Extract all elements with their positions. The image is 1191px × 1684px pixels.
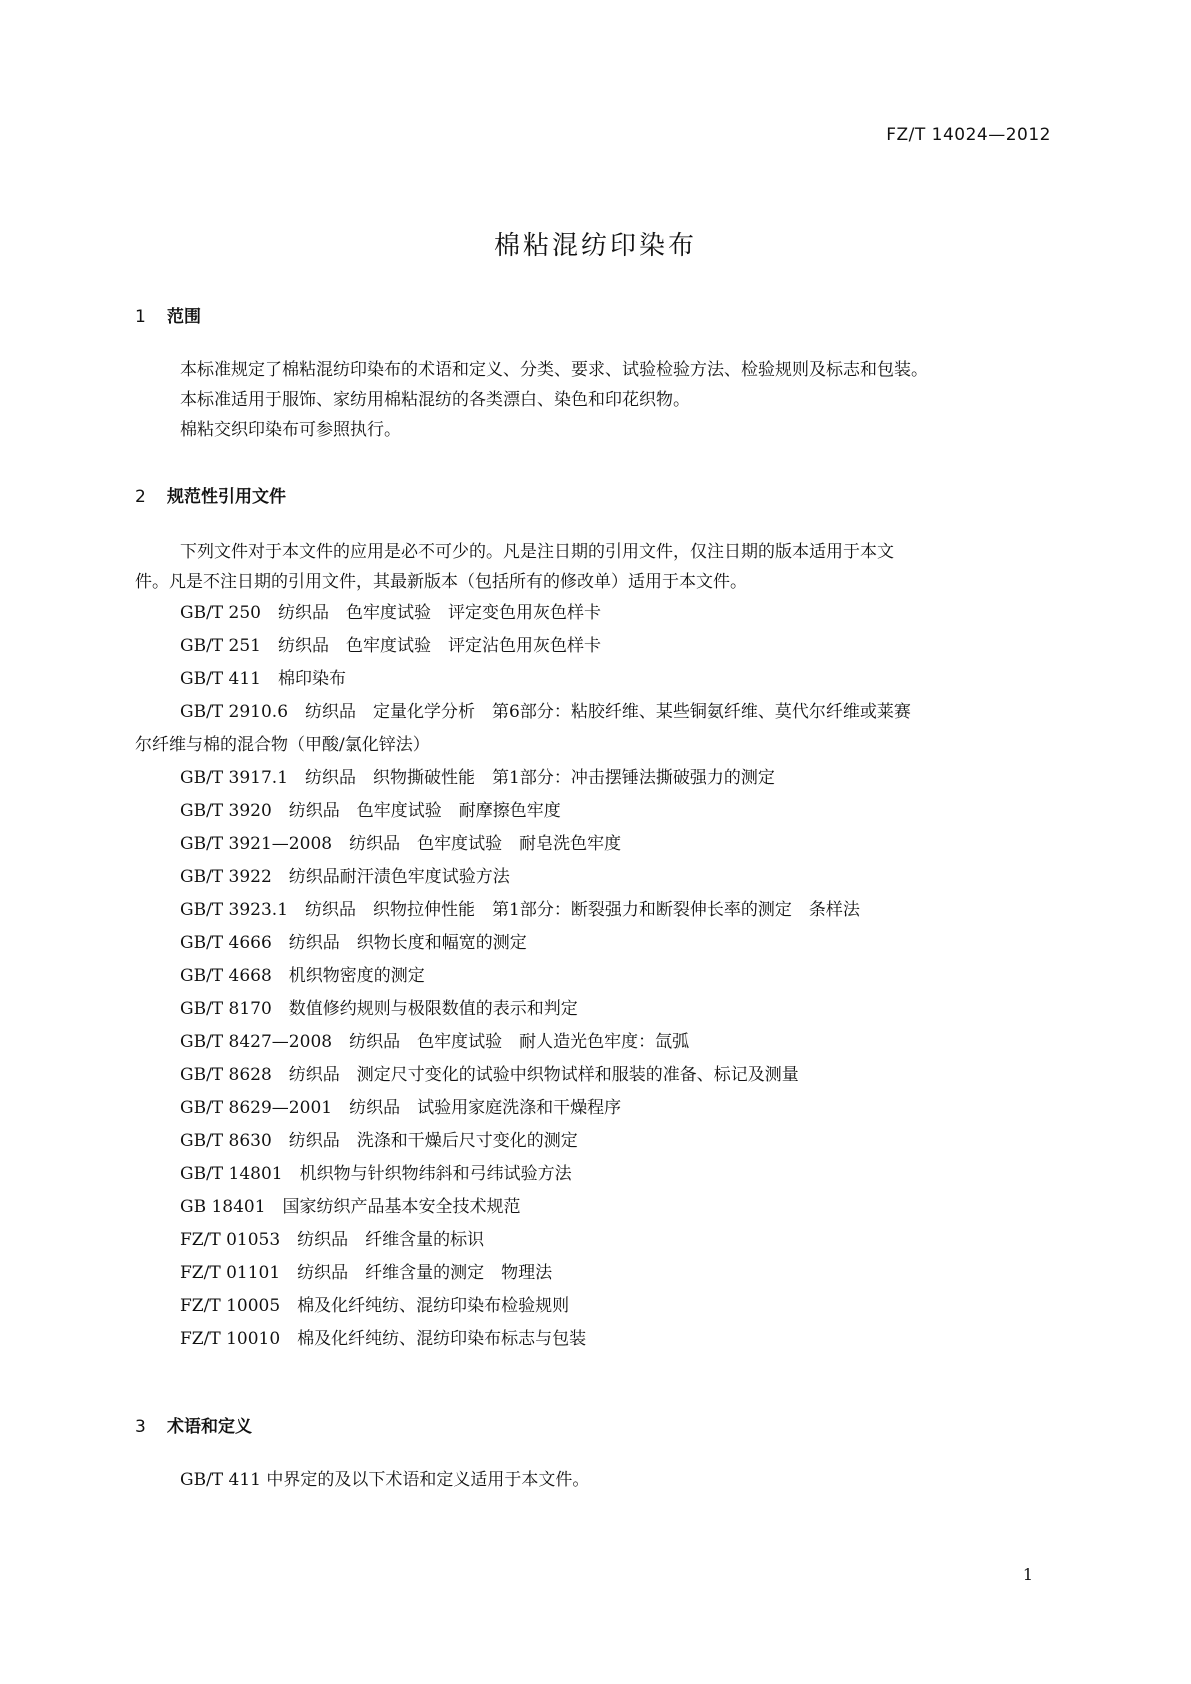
section-title: 规范性引用文件	[167, 487, 286, 507]
section-number: 1	[135, 307, 146, 327]
reference-item: GB/T 3923.1 纺织品 织物拉伸性能 第1部分：断裂强力和断裂伸长率的测定 条样法	[180, 900, 860, 920]
section-title: 范围	[167, 307, 201, 327]
section-2-heading	[135, 482, 286, 507]
reference-item: GB/T 3917.1 纺织品 织物撕破性能 第1部分：冲击摆锤法撕破强力的测定	[180, 768, 775, 788]
paragraph: 本标准适用于服饰、家纺用棉粘混纺的各类漂白、染色和印花织物。	[180, 390, 690, 410]
reference-item: FZ/T 01101 纺织品 纤维含量的测定 物理法	[180, 1263, 553, 1283]
reference-item: GB/T 250 纺织品 色牢度试验 评定变色用灰色样卡	[180, 603, 601, 623]
reference-item: GB/T 251 纺织品 色牢度试验 评定沾色用灰色样卡	[180, 636, 601, 656]
reference-item: GB/T 8630 纺织品 洗涤和干燥后尺寸变化的测定	[180, 1131, 578, 1151]
reference-item: GB/T 3920 纺织品 色牢度试验 耐摩擦色牢度	[180, 801, 561, 821]
reference-item: GB/T 4668 机织物密度的测定	[180, 966, 425, 986]
section-2-intro	[135, 537, 1060, 597]
section-title: 术语和定义	[167, 1417, 252, 1437]
section-number: 3	[135, 1417, 146, 1437]
page-title: 棉粘混纺印染布	[493, 231, 697, 261]
reference-item: GB 18401 国家纺织产品基本安全技术规范	[180, 1197, 521, 1217]
reference-item: GB/T 8170 数值修约规则与极限数值的表示和判定	[180, 999, 578, 1019]
reference-item-continuation: 尔纤维与棉的混合物（甲酸/氯化锌法）	[135, 735, 430, 755]
reference-item: FZ/T 10010 棉及化纤纯纺、混纺印染布标志与包装	[180, 1329, 587, 1349]
section-1-body	[135, 355, 1060, 445]
paragraph-line: 件。凡是不注日期的引用文件，其最新版本（包括所有的修改单）适用于本文件。	[135, 572, 747, 592]
reference-item: FZ/T 01053 纺织品 纤维含量的标识	[180, 1230, 485, 1250]
page-number: 1	[1022, 1565, 1033, 1584]
reference-item: GB/T 8628 纺织品 测定尺寸变化的试验中织物试样和服装的准备、标记及测量	[180, 1065, 799, 1085]
section-number: 2	[135, 487, 146, 507]
reference-item: GB/T 8427—2008 纺织品 色牢度试验 耐人造光色牢度：氙弧	[180, 1032, 690, 1052]
reference-item: GB/T 3921—2008 纺织品 色牢度试验 耐皂洗色牢度	[180, 834, 622, 854]
reference-item: GB/T 14801 机织物与针织物纬斜和弓纬试验方法	[180, 1164, 572, 1184]
reference-item: GB/T 8629—2001 纺织品 试验用家庭洗涤和干燥程序	[180, 1098, 622, 1118]
reference-item: GB/T 2910.6 纺织品 定量化学分析 第6部分：粘胶纤维、某些铜氨纤维、莫代尔纤维或莱赛	[180, 702, 911, 722]
reference-item: GB/T 4666 纺织品 织物长度和幅宽的测定	[180, 933, 527, 953]
document-code: FZ/T 14024—2012	[886, 125, 1051, 145]
section-1-heading	[135, 302, 201, 327]
paragraph: 棉粘交织印染布可参照执行。	[180, 420, 401, 440]
reference-item: GB/T 3922 纺织品耐汗渍色牢度试验方法	[180, 867, 510, 887]
reference-item: FZ/T 10005 棉及化纤纯纺、混纺印染布检验规则	[180, 1296, 570, 1316]
paragraph: 本标准规定了棉粘混纺印染布的术语和定义、分类、要求、试验检验方法、检验规则及标志和包装。	[180, 360, 928, 380]
reference-item: GB/T 411 棉印染布	[180, 669, 346, 689]
paragraph-line: 下列文件对于本文件的应用是必不可少的。凡是注日期的引用文件，仅注日期的版本适用于本文	[180, 542, 894, 562]
paragraph: GB/T 411 中界定的及以下术语和定义适用于本文件。	[180, 1470, 590, 1490]
section-3-heading	[135, 1412, 252, 1437]
reference-list	[135, 597, 1060, 1356]
section-3-body	[135, 1465, 1060, 1495]
